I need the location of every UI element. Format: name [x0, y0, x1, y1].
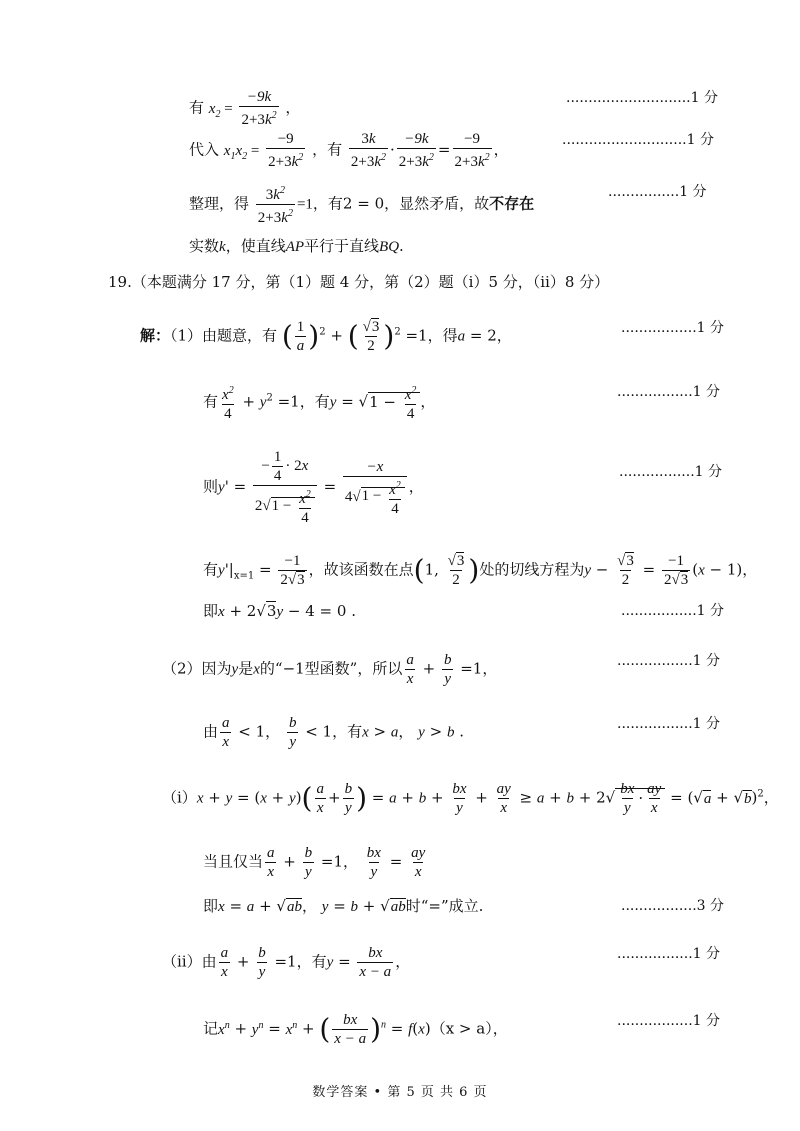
l4-rest: ，使直线 [225, 237, 286, 255]
l7-prefix: 则 [203, 477, 219, 496]
sol1-text: （1）由题意，有 [170, 326, 278, 345]
l3-mid: ，有 [312, 194, 343, 213]
l4-text: 实数 [189, 237, 220, 255]
l15-prefix: （ⅱ）由 [162, 952, 217, 971]
fraction: $\frac{-1}{2√3}$ [280, 553, 305, 588]
l11-prefix: 由 [203, 722, 219, 741]
l2-math: $x_1x_2$ = [223, 142, 260, 162]
l2-prefix: 代入 [189, 140, 220, 159]
score: .................1 分 [617, 384, 721, 400]
l10-text: （2）因为 [162, 659, 232, 678]
l9-prefix: 即 [203, 602, 219, 620]
l10-mid2: 的“−1型函数”，所以 [259, 659, 403, 678]
score: .................1 分 [621, 603, 725, 619]
fraction: $\frac{√3}{2}$ [362, 319, 380, 354]
sol-label: 解： [140, 326, 171, 345]
fraction: $\frac{3k^2}{2+3k^2}$ [257, 185, 293, 226]
l1-prefix: 有 [189, 98, 205, 117]
l1-math: $x_2$ = [208, 100, 233, 120]
fraction: $\frac{-1}{2√3}$ [663, 553, 689, 588]
l12-prefix: （ⅰ） [162, 788, 197, 807]
fraction: $\frac{-9k}{2+3k^2}$ [398, 131, 434, 170]
fraction: $\frac{√3}{2}$ [617, 553, 634, 588]
l3-suffix: ，显然矛盾，故 [384, 194, 490, 213]
q19-header: 19.（本题满分 17 分，第（1）题 4 分，第（2）题（ⅰ）5 分，（ⅱ）8 分） [108, 273, 610, 291]
fraction: $\frac{b}{y}$ [288, 715, 297, 750]
score: ............................1 分 [566, 90, 718, 106]
l14-suffix: 时“=”成立. [405, 897, 484, 915]
l16-prefix: 记 [203, 1019, 219, 1038]
score: .................1 分 [617, 1013, 721, 1029]
score: .................1 分 [617, 653, 721, 669]
fraction: $\frac{a}{x}$ [222, 715, 230, 750]
l10-mid: 是 [238, 659, 254, 678]
fraction: $\frac{x^2}{4}$ [404, 385, 417, 422]
l3-prefix: 整理，得 [189, 194, 250, 213]
score: ............................1 分 [562, 132, 714, 148]
page-footer: 数学答案 • 第 5 页 共 6 页 [312, 1085, 488, 1100]
l2-mid: ，有 [312, 140, 343, 159]
l16-suffix: （x > a）， [430, 1019, 508, 1038]
l6-mid: ，有 [299, 392, 330, 411]
fraction: $\frac{b}{y}$ [443, 652, 452, 687]
fraction: $\frac{x^2}{4}$ [222, 385, 234, 422]
l8-prefix: 有 [203, 560, 219, 579]
fraction: $\frac{√3}{2}$ [447, 553, 465, 588]
fraction: $\frac{3k}{2+3k^2}$ [350, 131, 386, 170]
score: .................3 分 [621, 898, 725, 914]
score: .................1 分 [617, 716, 721, 732]
l13-prefix: 当且仅当 [203, 852, 264, 871]
fraction: $\frac{a}{x}$ [406, 652, 414, 687]
l4-rest2: 平行于直线 [304, 237, 380, 255]
fraction: $\frac{-9k}{2+3k^2}$ [241, 89, 277, 128]
score: ................1 分 [608, 184, 707, 200]
score: .................1 分 [621, 320, 725, 336]
fraction: $\frac{1}{a}$ [296, 319, 305, 354]
l8-mid: ，故该函数在点 [308, 560, 414, 579]
fraction: − $\frac{1}{4}$ · 2x 2√1 − $\frac{x^2}{4}$ [253, 448, 317, 527]
l3-eq: 2 = 0 [342, 194, 385, 213]
l14-prefix: 即 [203, 897, 219, 915]
l6-prefix: 有 [203, 392, 219, 411]
fraction: $\frac{-9}{2+3k^2}$ [454, 131, 490, 170]
l3-bold: 不存在 [489, 194, 535, 213]
fraction: −x 4√1 − $\frac{x^2}{4}$ [343, 458, 407, 518]
l15-mid: ，有 [296, 952, 327, 971]
score: .................1 分 [617, 946, 721, 962]
score: .................1 分 [619, 464, 723, 480]
sol1-result: ，得 [427, 326, 458, 345]
l8-mid2: 处的切线方程为 [479, 560, 585, 579]
fraction: $\frac{-9}{2+3k^2}$ [268, 131, 304, 170]
l11-mid: ，有 [332, 722, 363, 741]
